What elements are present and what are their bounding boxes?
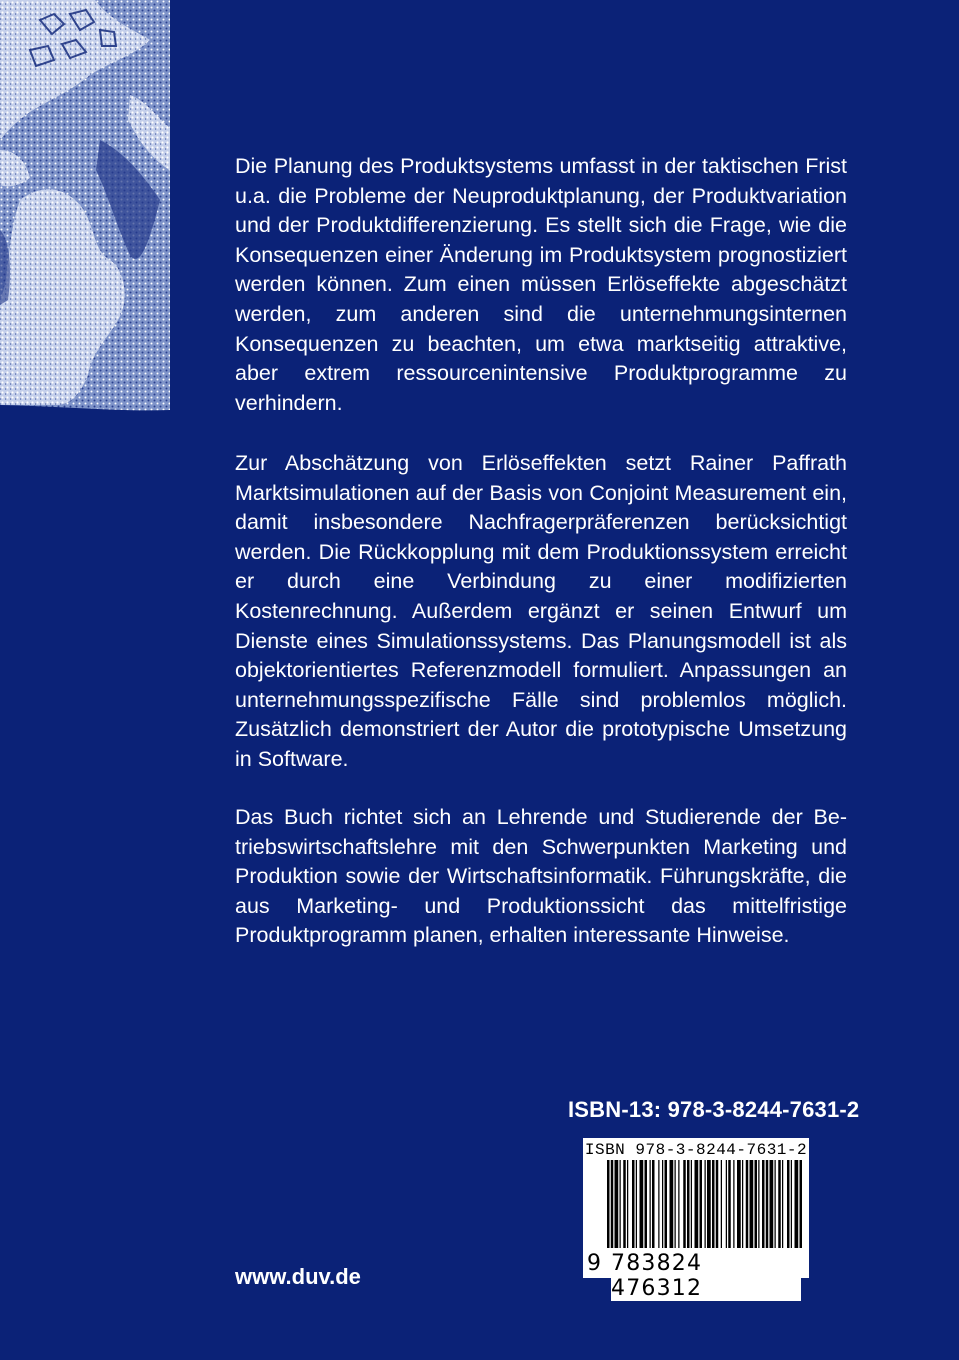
- barcode-bar: [800, 1160, 803, 1248]
- barcode-bar: [712, 1160, 715, 1248]
- barcode-bar: [726, 1160, 727, 1248]
- globe-illustration: [0, 0, 170, 417]
- barcode-bar: [707, 1160, 711, 1248]
- barcode-bar: [758, 1160, 759, 1248]
- barcode-bar: [607, 1160, 610, 1248]
- barcode-bar: [700, 1160, 703, 1248]
- description-paragraph-1: Die Planung des Produktsystems umfasst in der taktischen Frist u.a. die Probleme der Neuproduktplanung, der Produktvariation und der Produktdifferenzierung. Es stellt sich die Frage, wie die Konsequenzen einer Änderung im Produktsystem prognostiziert werden können. Zum einen müssen Erlöseffekte abgeschätzt werden, zum anderen sind die unternehmungsinternen Konsequenzen zu beachten, um etwa marktseitig attraktive, aber extrem ressourcenintensive Produktprogramme zu verhindern.: [235, 154, 847, 415]
- barcode-lead-digit: 9: [587, 1251, 602, 1276]
- description-paragraph-2: Zur Abschätzung von Erlöseffekten setzt Rainer Paffrath Marktsimulationen auf der Basis von Conjoint Measurement ein, damit insbesondere Nachfragerpräferenzen berücksichtigt werden. Die Rückkopplung mit dem Produktionssystem erreicht er durch eine Verbindung zu einer modifizierten Kostenrechnung. Außerdem ergänzt er seinen Entwurf um Dienste eines Simulationssystems. Das Planungsmodell ist als objektorientiertes Referenzmodell formuliert. Anpassungen an unternehmungsspezifische Fälle sind problemlos möglich. Zusätzlich demonstriert der Autor die prototypische Umsetzung in Software.: [235, 451, 847, 771]
- barcode-bar: [615, 1160, 619, 1248]
- isbn-label: ISBN-13: 978-3-8244-7631-2: [568, 1097, 860, 1122]
- barcode-bar: [691, 1160, 692, 1248]
- barcode-bar: [750, 1160, 754, 1248]
- barcode-bar: [636, 1160, 637, 1248]
- barcode-isbn-text: ISBN 978-3-8244-7631-2: [584, 1141, 808, 1159]
- barcode-bar: [683, 1160, 686, 1248]
- barcode-bar: [623, 1160, 626, 1248]
- publisher-website: www.duv.de: [235, 1264, 361, 1289]
- barcode-bar: [762, 1160, 765, 1248]
- barcode-bar: [675, 1160, 676, 1248]
- barcode-bar: [728, 1160, 731, 1248]
- barcode-bar: [611, 1160, 614, 1248]
- barcode-bar: [627, 1160, 628, 1248]
- barcode-graphic: [583, 1138, 809, 1301]
- barcode-bar: [695, 1160, 699, 1248]
- barcode-bar: [640, 1160, 644, 1248]
- barcode-bar: [791, 1160, 792, 1248]
- barcode-bar: [678, 1160, 679, 1248]
- barcode-bar: [687, 1160, 690, 1248]
- barcode-digits: 783824 476312: [611, 1251, 801, 1301]
- barcode-bar: [662, 1160, 663, 1248]
- description-paragraph-3: Das Buch richtet sich an Lehrende und Studierende der Betriebswirtschaftslehre mit den Schwerpunkten Marketing und Produktion sowie der Wirtschaftsinformatik. Führungskräfte, die aus Marketing- und Produktionssicht das mittelfristige Produktprogramm planen, erhalten interessante Hinweise.: [235, 805, 847, 948]
- barcode-bar: [650, 1160, 651, 1248]
- barcode-bar: [770, 1160, 774, 1248]
- barcode-bar: [733, 1160, 734, 1248]
- barcode-bar: [778, 1160, 781, 1248]
- barcode-bar: [652, 1160, 655, 1248]
- barcode-bar: [775, 1160, 776, 1248]
- barcode-bar: [705, 1160, 706, 1248]
- barcode-bar: [632, 1160, 635, 1248]
- barcode-bar: [620, 1160, 621, 1248]
- barcode-bar: [658, 1160, 659, 1248]
- barcode-bar: [665, 1160, 668, 1248]
- barcode-bar: [737, 1160, 741, 1248]
- barcode-bar: [645, 1160, 648, 1248]
- barcode-bar: [746, 1160, 749, 1248]
- barcode-bar: [670, 1160, 674, 1248]
- barcode-bar: [721, 1160, 722, 1248]
- barcode-bar: [716, 1160, 719, 1248]
- barcode-bar: [742, 1160, 743, 1248]
- barcode-bar: [766, 1160, 769, 1248]
- barcode-bar: [782, 1160, 783, 1248]
- barcode-bar: [755, 1160, 758, 1248]
- barcode-bar: [787, 1160, 790, 1248]
- barcode-bar: [795, 1160, 799, 1248]
